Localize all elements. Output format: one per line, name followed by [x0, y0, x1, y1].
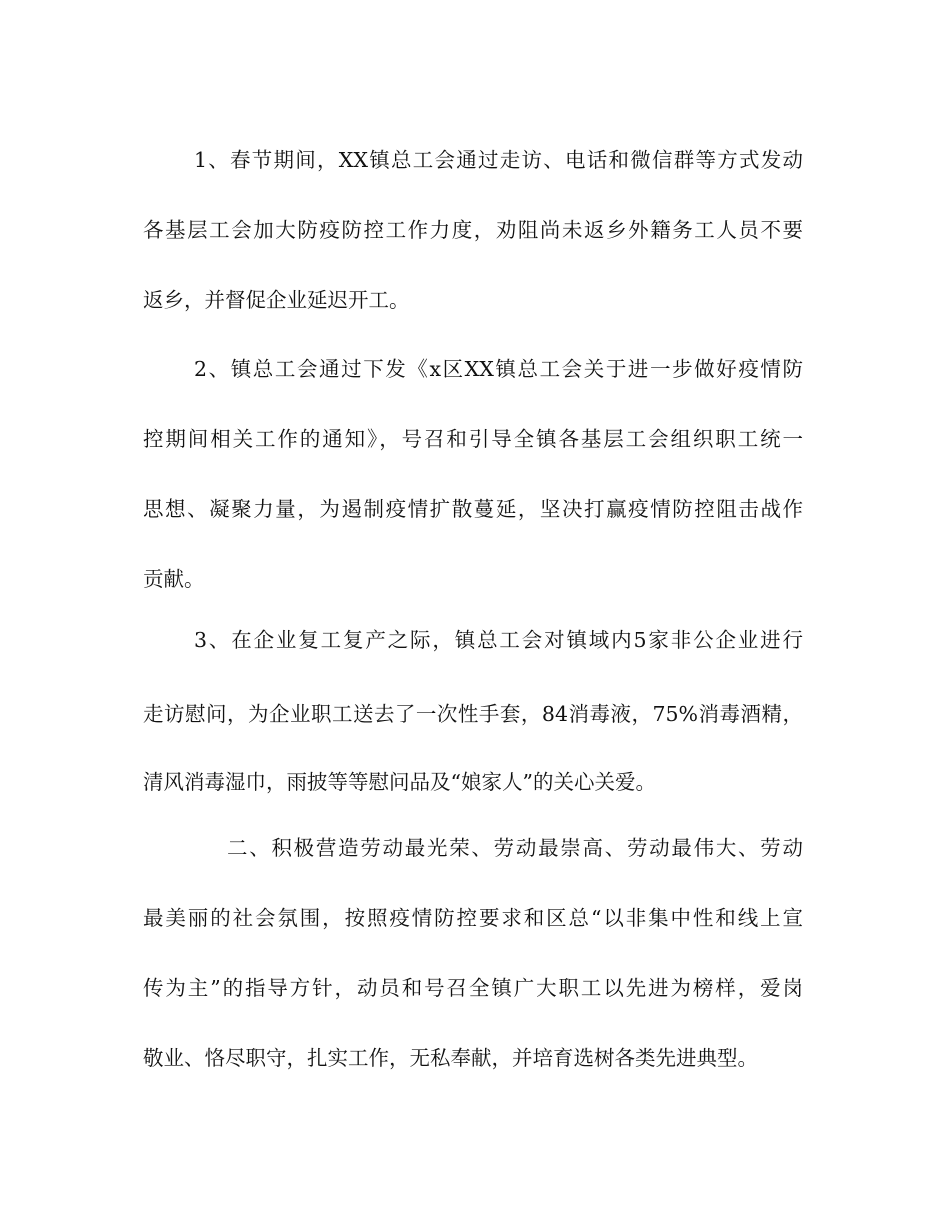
text-line: 二、积极营造劳动最光荣、劳动最崇高、劳动最伟大、劳动 — [227, 836, 803, 860]
text-line: 3、在企业复工复产之际，镇总工会对镇域内5家非公企业进行 — [194, 628, 803, 652]
text-line: 2、镇总工会通过下发《x区XX镇总工会关于进一步做好疫情防 — [194, 357, 803, 381]
text-line: 走访慰问，为企业职工送去了一次性手套，84消毒液，75%消毒酒精， — [143, 702, 803, 726]
text-line: 各基层工会加大防疫防控工作力度，劝阻尚未返乡外籍务工人员不要 — [143, 218, 803, 242]
text-line: 贡献。 — [143, 567, 205, 591]
text-line: 1、春节期间，XX镇总工会通过走访、电话和微信群等方式发动 — [194, 148, 803, 172]
text-line: 控期间相关工作的通知》，号召和引导全镇各基层工会组织职工统一 — [143, 427, 803, 451]
text-line: 清风消毒湿巾，雨披等等慰问品及“娘家人”的关心关爱。 — [143, 770, 656, 794]
text-line: 最美丽的社会氛围，按照疫情防控要求和区总“以非集中性和线上宣 — [143, 906, 803, 930]
text-line: 思想、凝聚力量，为遏制疫情扩散蔓延，坚决打赢疫情防控阻击战作 — [143, 497, 803, 521]
text-line: 返乡，并督促企业延迟开工。 — [143, 288, 410, 312]
text-line: 传为主”的指导方针，动员和号召全镇广大职工以先进为榜样，爱岗 — [143, 976, 803, 1000]
text-line: 敬业、恪尽职守，扎实工作，无私奉献，并培育选树各类先进典型。 — [143, 1046, 758, 1070]
